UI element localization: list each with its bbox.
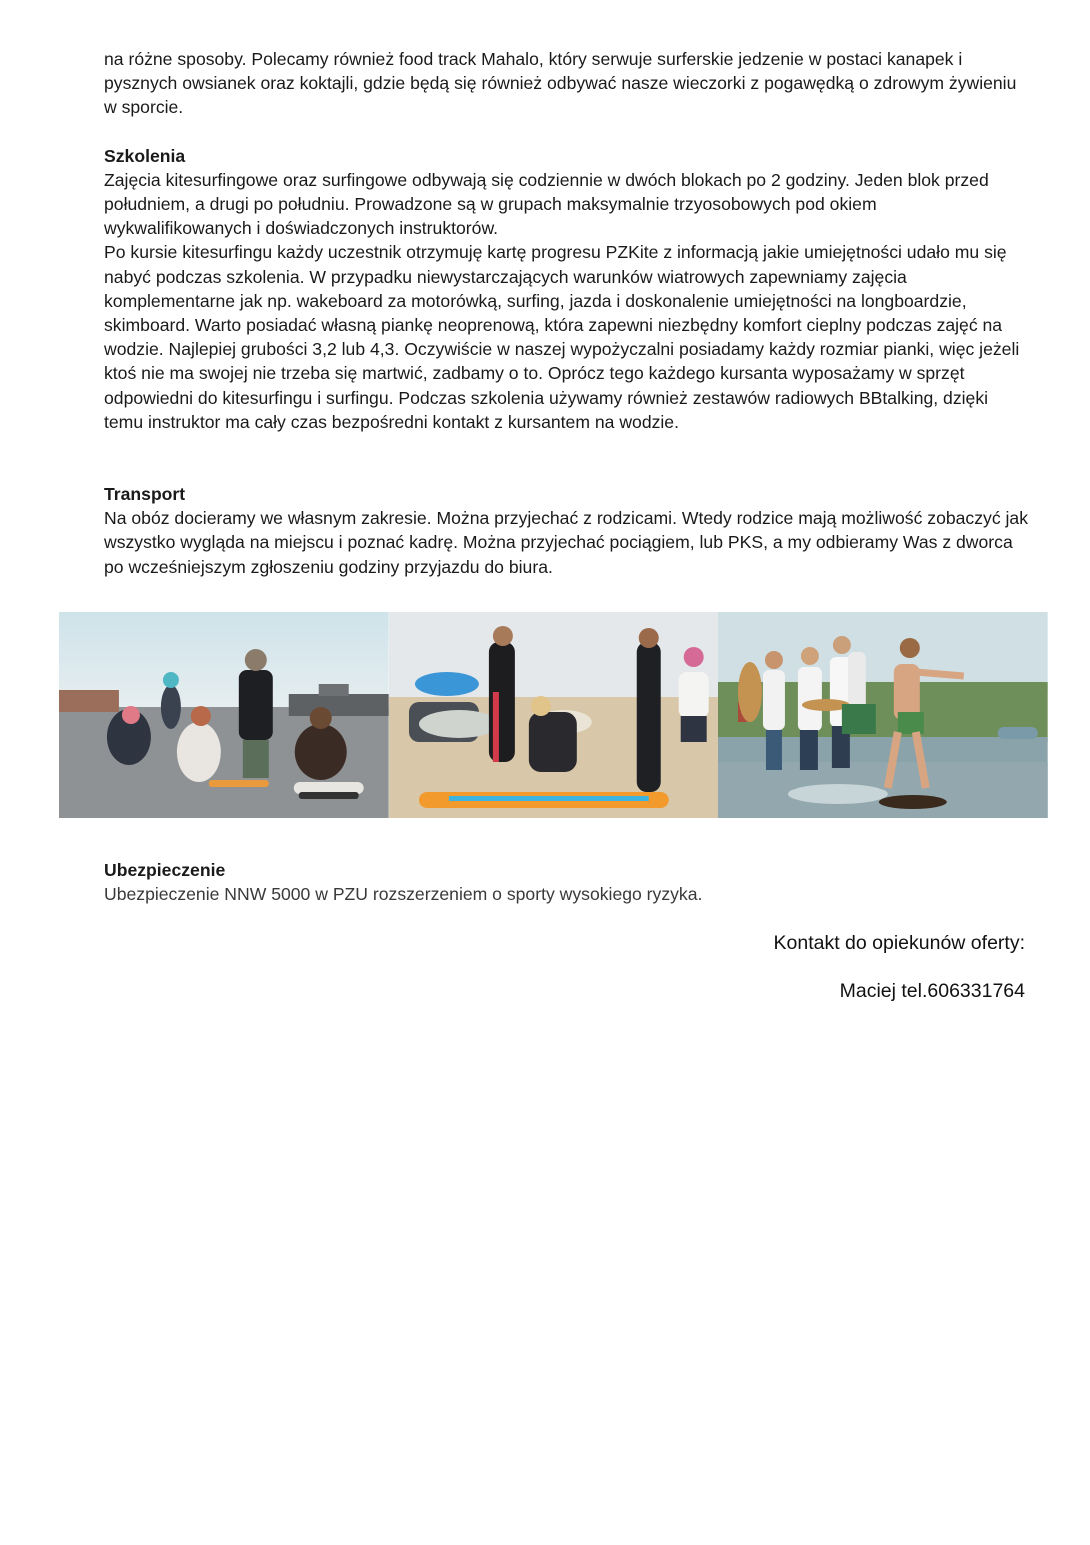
document-body [104,47,1029,579]
photo-surf-lesson [389,612,719,818]
contact-block [774,930,1026,1004]
training-paragraph-1: Zajęcia kitesurfingowe oraz surfingowe odbywają się codziennie w dwóch blokach po 2 godziny. Jeden blok przed południem, a drugi po południu. Prowadzone są w grupach maksymalnie trzyosobowych pod okiem wykwalifikowanych i doświadczonych instruktorów. [104,169,989,239]
photo-skimboard [718,612,1048,818]
training-heading: Szkolenia [104,145,186,166]
intro-paragraph: na różne sposoby. Polecamy również food track Mahalo, który serwuje surferskie jedzenie w postaci kanapek i pysznych owsianek oraz koktajli, gdzie będą się również odbywać nasze wieczorki z pogawędką o zdrowym żywieniu w sporcie. [104,49,1017,118]
transport-paragraph: Na obóz docieramy we własnym zakresie. Można przyjechać z rodzicami. Wtedy rodzice mają możliwość zobaczyć jak wszystko wygląda na miejscu i poznać kadrę. Można przyjechać pociągiem, lub PKS, a my odbieramy Was z dworca po wcześniejszym zgłoszeniu godziny przyjazdu do biura. [104,508,1028,577]
photo-strip [59,612,1048,818]
insurance-paragraph: Ubezpieczenie NNW 5000 w PZU rozszerzeniem o sporty wysokiego ryzyka. [104,884,703,905]
training-paragraph-2: Po kursie kitesurfingu każdy uczestnik otrzymuję kartę progresu PZKite z informacją jakie umiejętności udało mu się nabyć podczas szkolenia. W przypadku niewystarczających warunków wiatrowych zapewniamy zajęcia komplementarne jak np. wakeboard za motorówką, surfing, jazda i doskonalenie umiejętności na longboardzie, skimboard. Warto posiadać własną piankę neoprenową, która zapewni niezbędny komfort cieplny podczas zajęć na wodzie. Najlepiej grubości 3,2 lub 4,3. Oczywiście w naszej wypożyczalni posiadamy każdy rozmiar pianki, więc jeżeli ktoś nie ma swojej nie trzeba się martwić, zadbamy o to. Oprócz tego każdego kursanta wyposażamy w sprzęt odpowiedni do kitesurfingu i surfingu. Podczas szkolenia używamy również zestawów radiowych BBtalking, dzięki temu instruktor ma cały czas bezpośredni kontakt z kursantem na wodzie. [104,242,1020,432]
contact-phone: Maciej tel.606331764 [839,980,1025,1002]
transport-heading: Transport [104,484,186,505]
insurance-section [104,858,1029,906]
photo-skateboard-group [59,612,389,818]
contact-label: Kontakt do opiekunów oferty: [773,932,1025,954]
insurance-heading: Ubezpieczenie [104,860,226,880]
